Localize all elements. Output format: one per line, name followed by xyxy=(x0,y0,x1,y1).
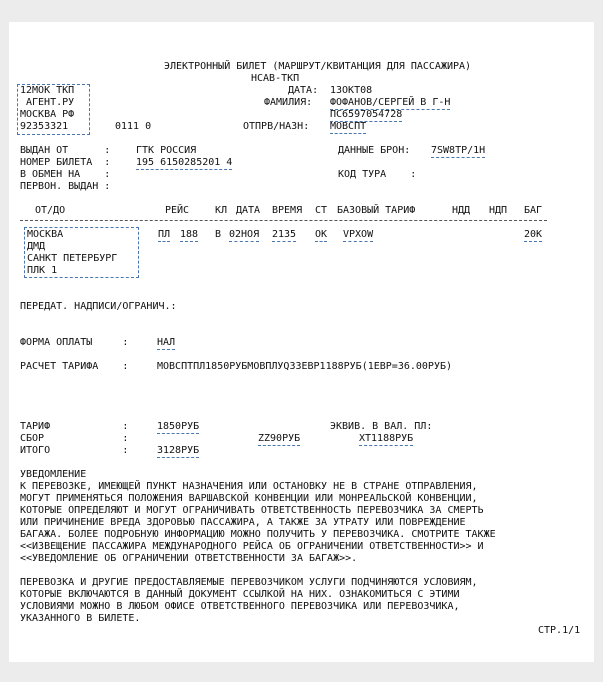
notice-line: БАГАЖА. БОЛЕЕ ПОДРОБНУЮ ИНФОРМАЦИЮ МОЖНО ПОЛУЧИТЬ У ПЕРЕВОЗЧИКА. СМОТРИТЕ ТАКЖЕ xyxy=(20,529,496,540)
exchange-label: В ОБМЕН НА : xyxy=(20,169,111,180)
route-line-2: ДМД xyxy=(27,241,46,252)
route-line-4: ПЛК 1 xyxy=(27,265,58,276)
header-nvb: НДД xyxy=(452,205,471,216)
issued-by-value: ГТК РОССИЯ xyxy=(136,145,197,156)
table-divider xyxy=(20,220,547,221)
header-fare-basis: БАЗОВЫЙ ТАРИФ xyxy=(337,205,416,216)
conditions-line: УСЛОВИЯМИ МОЖНО В ЛЮБОМ ОФИСЕ ОТВЕТСТВЕННОГО ПЕРЕВОЗЧИКА ИЛИ ПЕРЕВОЗЧИКА, xyxy=(20,601,460,612)
total-value: 3128РУБ xyxy=(157,445,200,456)
agency-line-4: 92353321 xyxy=(20,121,69,132)
payment-label: ФОРМА ОПЛАТЫ : xyxy=(20,337,129,348)
ticket-number-value: 195 6150285201 4 xyxy=(136,157,233,168)
header-bag: БАГ xyxy=(524,205,543,216)
fare-calc-label: РАСЧЕТ ТАРИФА : xyxy=(20,361,129,372)
page-number: СТР.1/1 xyxy=(538,625,581,636)
header-route: ОТ/ДО xyxy=(35,205,66,216)
notice-line: КОТОРЫЕ ОПРЕДЕЛЯЮТ И МОГУТ ОГРАНИЧИВАТЬ ОТВЕТСТВЕННОСТЬ ПЕРЕВОЗЧИКА ЗА СМЕРТЬ xyxy=(20,505,484,516)
agency-line-1: 12МОК ТКП xyxy=(20,85,75,96)
tour-code-label: КОД ТУРА : xyxy=(338,169,417,180)
notice-line: МОГУТ ПРИМЕНЯТЬСЯ ПОЛОЖЕНИЯ ВАРШАВСКОЙ КОНВЕНЦИИ ИЛИ МОНРЕАЛЬСКОЙ КОНВЕНЦИИ, xyxy=(20,493,478,504)
notice-line: К ПЕРЕВОЗКЕ, ИМЕЮЩЕЙ ПУНКТ НАЗНАЧЕНИЯ ИЛИ ОСТАНОВКУ НЕ В СТРАНЕ ОТПРАВЛЕНИЯ, xyxy=(20,481,478,492)
date-label: ДАТА: xyxy=(288,85,319,96)
first-issued-label: ПЕРВОН. ВЫДАН : xyxy=(20,181,111,192)
conditions-line: КОТОРЫЕ ВКЛЮЧАЮТСЯ В ДАННЫЙ ДОКУМЕНТ ССЫЛКОЙ НА НИХ. ОЗНАКОМИТЬСЯ С ЭТИМИ xyxy=(20,589,460,600)
fare-label: ТАРИФ : xyxy=(20,421,129,432)
notice-line: <<УВЕДОМЛЕНИЕ ОБ ОГРАНИЧЕНИИ ОТВЕТСТВЕННОСТИ ЗА БАГАЖ>>. xyxy=(20,553,358,564)
document-subtitle: НСАВ-ТКП xyxy=(251,73,300,84)
flight-time: 2135 xyxy=(272,229,297,240)
agency-line-2: АГЕНТ.РУ xyxy=(26,97,75,108)
flight-date: 02НОЯ xyxy=(229,229,260,240)
header-nva: НДП xyxy=(489,205,508,216)
header-class: КЛ xyxy=(215,205,228,216)
passport-value: ПС6597054728 xyxy=(330,109,403,120)
document-title: ЭЛЕКТРОННЫЙ БИЛЕТ (МАРШРУТ/КВИТАНЦИЯ ДЛЯ ПАССАЖИРА) xyxy=(164,61,472,72)
departure-value: МОВСПТ xyxy=(330,121,367,132)
surname-label: ФАМИЛИЯ: xyxy=(264,97,313,108)
route-line-1: МОСКВА xyxy=(27,229,64,240)
conditions-line: УКАЗАННОГО В БИЛЕТЕ. xyxy=(20,613,141,624)
tax-value-1: ZZ90РУБ xyxy=(258,433,301,444)
endorsements-label: ПЕРЕДАТ. НАДПИСИ/ОГРАНИЧ.: xyxy=(20,301,177,312)
surname-value: ФОФАНОВ/СЕРГЕЙ В Г-Н xyxy=(330,97,451,108)
notice-line: <<ИЗВЕЩЕНИЕ ПАССАЖИРА МЕЖДУНАРОДНОГО РЕЙСА ОБ ОГРАНИЧЕНИИ ОТВЕТСТВЕННОСТИ>> И xyxy=(20,541,484,552)
conditions-line: ПЕРЕВОЗКА И ДРУГИЕ ПРЕДОСТАВЛЯЕМЫЕ ПЕРЕВОЗЧИКОМ УСЛУГИ ПОДЧИНЯЮТСЯ УСЛОВИЯМ, xyxy=(20,577,478,588)
header-time: ВРЕМЯ xyxy=(272,205,303,216)
flight-baggage: 20К xyxy=(524,229,543,240)
notice-line: ИЛИ ПРИЧИНЕНИЕ ВРЕДА ЗДОРОВЬЮ ПАССАЖИРА, А ТАКЖЕ ЗА УТРАТУ ИЛИ ПОВРЕЖДЕНИЕ xyxy=(20,517,466,528)
fare-calc-value: МОВСПТПЛ1850РУБМОВПЛУQ33ЕВР1188РУБ(1ЕВР=36.00РУБ) xyxy=(157,361,453,372)
booking-value: 7SW8TP/1H xyxy=(431,145,486,156)
header-status: СТ xyxy=(315,205,328,216)
header-flight: РЕЙС xyxy=(165,205,190,216)
agency-code: 0111 0 xyxy=(115,121,152,132)
total-label: ИТОГО : xyxy=(20,445,129,456)
equiv-label: ЭКВИВ. В ВАЛ. ПЛ: xyxy=(330,421,433,432)
departure-label: ОТПРВ/НАЗН: xyxy=(243,121,310,132)
payment-value: НАЛ xyxy=(157,337,176,348)
booking-label: ДАННЫЕ БРОН: xyxy=(338,145,411,156)
date-value: 13ОКТ08 xyxy=(330,85,373,96)
header-date: ДАТА xyxy=(236,205,261,216)
tax-label: СБОР : xyxy=(20,433,129,444)
notice-title: УВЕДОМЛЕНИЕ xyxy=(20,469,87,480)
flight-fare-basis: VPXOW xyxy=(343,229,374,240)
route-line-3: САНКТ ПЕТЕРБУРГ xyxy=(27,253,118,264)
flight-carrier: ПЛ xyxy=(158,229,171,240)
tax-value-2: XT1188РУБ xyxy=(359,433,414,444)
ticket-number-label: НОМЕР БИЛЕТА : xyxy=(20,157,111,168)
agency-line-3: МОСКВА РФ xyxy=(20,109,75,120)
flight-number: 188 xyxy=(180,229,199,240)
issued-by-label: ВЫДАН ОТ : xyxy=(20,145,111,156)
flight-status: ОК xyxy=(315,229,328,240)
fare-value: 1850РУБ xyxy=(157,421,200,432)
flight-class: В xyxy=(215,229,222,240)
